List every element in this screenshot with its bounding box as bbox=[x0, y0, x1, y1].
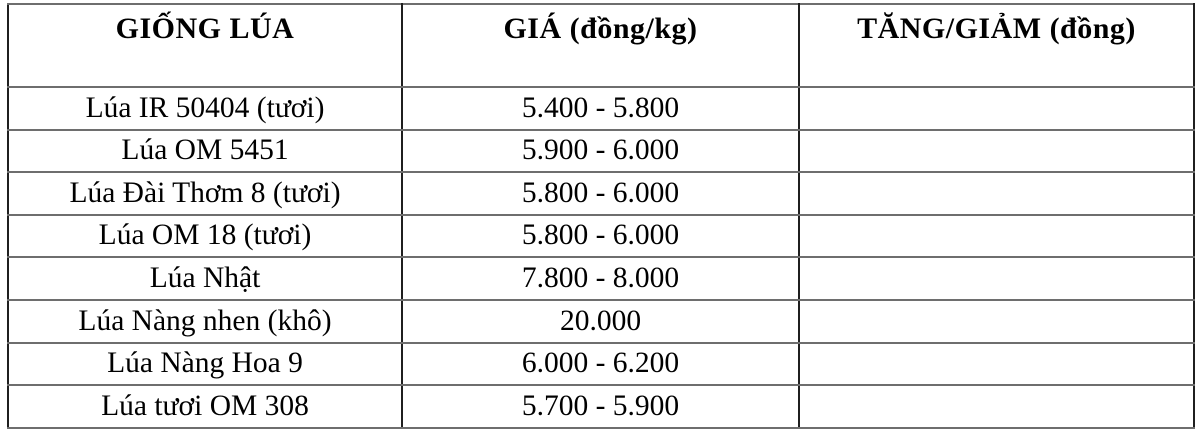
table-row bbox=[8, 300, 1194, 343]
price-cell: 5.800 - 6.000 bbox=[402, 215, 799, 258]
table-row bbox=[8, 385, 1194, 428]
header-change: TĂNG/GIẢM (đồng) bbox=[799, 4, 1194, 87]
header-price: GIÁ (đồng/kg) bbox=[402, 4, 799, 87]
table-row bbox=[8, 215, 1194, 258]
price-cell: 20.000 bbox=[402, 300, 799, 343]
table-row bbox=[8, 172, 1194, 215]
price-cell: 5.700 - 5.900 bbox=[402, 385, 799, 428]
change-cell bbox=[799, 385, 1194, 428]
price-cell: 6.000 - 6.200 bbox=[402, 343, 799, 386]
table-row bbox=[8, 130, 1194, 173]
table-row bbox=[8, 257, 1194, 300]
rice-price-table bbox=[7, 3, 1195, 429]
variety-cell: Lúa OM 5451 bbox=[8, 130, 402, 173]
variety-cell: Lúa Nàng Hoa 9 bbox=[8, 343, 402, 386]
variety-cell: Lúa tươi OM 308 bbox=[8, 385, 402, 428]
change-cell bbox=[799, 172, 1194, 215]
change-cell bbox=[799, 343, 1194, 386]
variety-cell: Lúa Nhật bbox=[8, 257, 402, 300]
price-cell: 5.900 - 6.000 bbox=[402, 130, 799, 173]
variety-cell: Lúa IR 50404 (tươi) bbox=[8, 87, 402, 130]
price-cell: 5.400 - 5.800 bbox=[402, 87, 799, 130]
variety-cell: Lúa OM 18 (tươi) bbox=[8, 215, 402, 258]
table-row bbox=[8, 343, 1194, 386]
change-cell bbox=[799, 87, 1194, 130]
table-row bbox=[8, 87, 1194, 130]
variety-cell: Lúa Đài Thơm 8 (tươi) bbox=[8, 172, 402, 215]
change-cell bbox=[799, 215, 1194, 258]
change-cell bbox=[799, 130, 1194, 173]
price-cell: 5.800 - 6.000 bbox=[402, 172, 799, 215]
table-header-row bbox=[8, 4, 1194, 87]
change-cell bbox=[799, 257, 1194, 300]
header-variety: GIỐNG LÚA bbox=[8, 4, 402, 87]
variety-cell: Lúa Nàng nhen (khô) bbox=[8, 300, 402, 343]
change-cell bbox=[799, 300, 1194, 343]
price-cell: 7.800 - 8.000 bbox=[402, 257, 799, 300]
